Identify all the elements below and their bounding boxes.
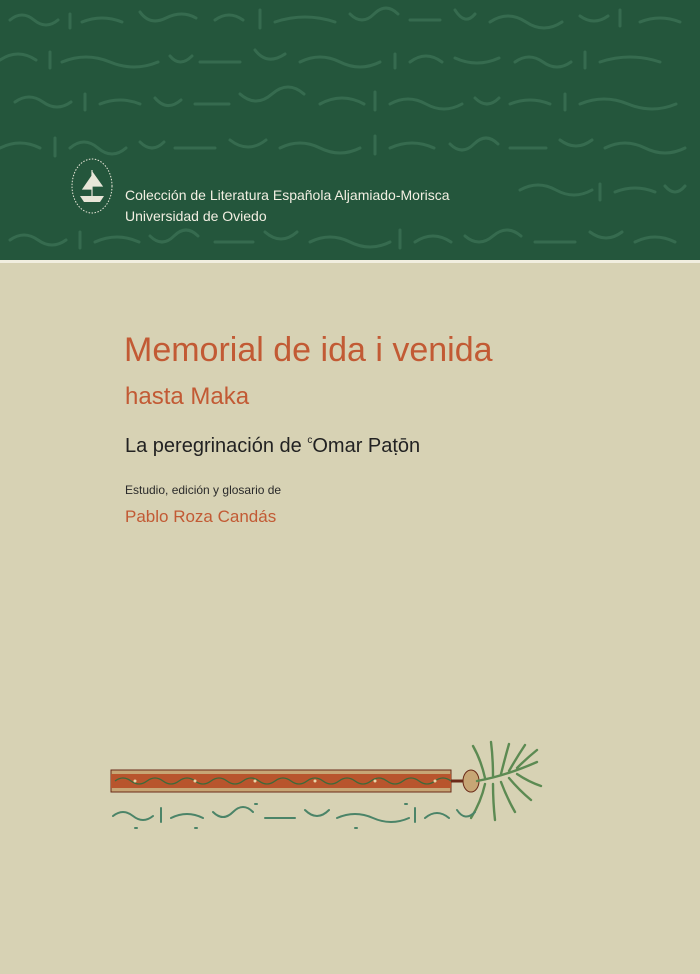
palm-frond-ornament xyxy=(105,740,545,840)
series-info xyxy=(125,185,450,227)
band-divider xyxy=(0,260,700,263)
book-tagline xyxy=(125,428,420,459)
book-title: Memorial de ida i venida xyxy=(124,331,493,369)
edition-credit: Estudio, edición y glosario de xyxy=(125,483,282,497)
tagline-suffix: Omar Paṭōn xyxy=(312,435,421,457)
author-name: Pablo Roza Candás xyxy=(125,507,277,526)
tagline-prefix: La peregrinación de xyxy=(125,435,308,457)
tagline-superscript: c xyxy=(307,435,313,446)
header-band xyxy=(0,0,700,260)
series-name: Colección de Literatura Española Aljamiado-Morisca xyxy=(125,187,450,203)
book-subtitle: hasta Maka xyxy=(125,383,250,410)
publisher-name: Universidad de Oviedo xyxy=(125,208,267,224)
ship-emblem-icon xyxy=(70,156,114,216)
